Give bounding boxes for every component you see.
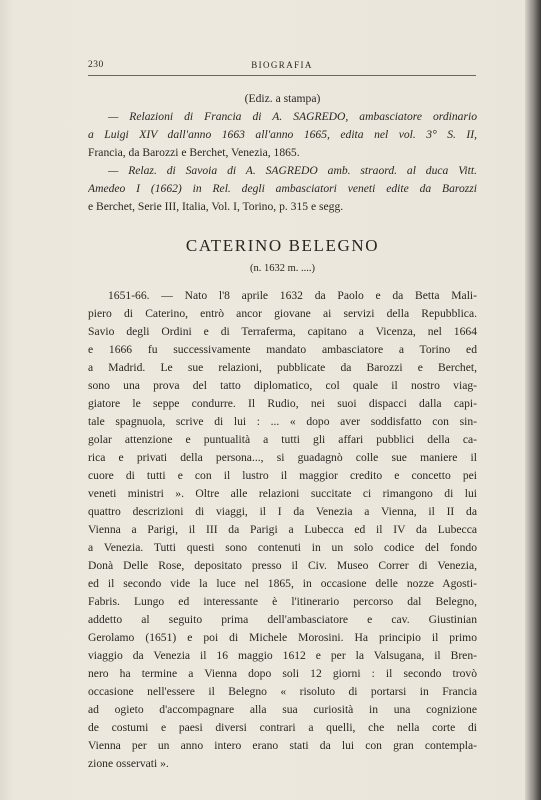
- body-line: giatore le seppe condurre. Il Rudio, nei suoi dispacci dalla capi-: [88, 397, 477, 410]
- body-line: Vienna a Parigi, il III da Parigi a Lubecca ed il IV da Lubecca: [88, 523, 477, 536]
- body-line: Savio degli Ordini e di Terraferma, capitano a Vicenza, nel 1664: [88, 325, 477, 338]
- body-line: nero ha termine a Vienna dopo soli 12 giorni : il secondo trovò: [88, 667, 477, 680]
- edition-note: (Ediz. a stampa): [244, 92, 321, 105]
- body-line: occasione nell'essere il Belegno « risoluto di portarsi in Francia: [88, 685, 477, 698]
- bib-entry-1-line-1: — Relazioni di Francia di A. SAGREDO, ambasciatore ordinario: [108, 110, 477, 123]
- body-line: de costumi e paesi diversi contrari a quelli, che nella corte di: [88, 721, 477, 734]
- book-spine-shadow: [525, 0, 541, 800]
- body-line: piero di Caterino, entrò ancor giovane ai servizi della Repubblica.: [88, 307, 477, 320]
- body-line: Vienna per un anno intero erano stati da lui con gran contempla-: [88, 739, 477, 752]
- body-line: ed il secondo vide la luce nel 1865, in occasione delle nozze Agosti-: [88, 577, 477, 590]
- body-line: tale spagnuola, scrive di lui : ... « dopo aver soddisfatto con sin-: [88, 415, 477, 428]
- bibliography-block: [88, 90, 477, 216]
- body-line: ad ogieto d'accompagnare alla sua curiosità in una cognizione: [88, 703, 477, 716]
- body-line: Gerolamo (1651) e poi di Michele Morosini. Ha principio il primo: [88, 631, 477, 644]
- body-line: golar attenzione e puntualità a tutti gli affari pubblici della ca-: [88, 433, 477, 446]
- body-line: a Venezia. Tutti questi sono contenuti in un solo codice del fondo: [88, 541, 477, 554]
- body-line: Fabris. Lungo ed interessante è l'itinerario percorso dal Belegno,: [88, 595, 477, 608]
- body-line: Donà Delle Rose, depositato presso il Civ. Museo Correr di Venezia,: [88, 559, 477, 572]
- bib-entry-1-line-3: Francia, da Barozzi e Berchet, Venezia, 1865.: [88, 146, 300, 159]
- bib-entry-2-line-2: Amedeo I (1662) in Rel. degli ambasciatori veneti edite da Barozzi: [88, 182, 477, 195]
- section-dates: (n. 1632 m. ....): [249, 263, 316, 274]
- body-line: viaggio da Venezia il 16 maggio 1612 e per la Valsugana, il Bren-: [88, 649, 477, 662]
- body-line: quattro descrizioni di viaggi, il I da Venezia a Vienna, il II da: [88, 505, 477, 518]
- body-text: [88, 287, 477, 773]
- body-line: a Madrid. Le sue relazioni, pubblicate da Barozzi e Berchet,: [88, 361, 477, 374]
- body-line: cuore di tutti e con il lustro il maggior credito e concetto pei: [88, 469, 477, 482]
- body-line: addetto al seguito prima dell'ambasciatore e cav. Giustinian: [88, 613, 477, 626]
- body-line: e 1666 fu successivamente mandato ambasciatore a Torino ed: [88, 343, 477, 356]
- body-line: veneti ministri ». Oltre alle relazioni succitate ci rimangono di lui: [88, 487, 477, 500]
- section-title: CATERINO BELEGNO: [185, 236, 380, 255]
- body-line: zione osservati ».: [88, 757, 169, 770]
- body-line: rica e privati della persona..., si guadagnò colle sue maniere il: [88, 451, 477, 464]
- page-number: 230: [88, 60, 104, 70]
- bib-entry-2-line-1: — Relaz. di Savoia di A. SAGREDO amb. straord. al duca Vitt.: [108, 164, 477, 177]
- page-header: [88, 60, 476, 76]
- body-line: sono una prova del tatto diplomatico, col quale il nostro viag-: [88, 379, 477, 392]
- bib-entry-1-line-2: a Luigi XIV dall'anno 1663 all'anno 1665, edita nel vol. 3° S. II,: [88, 128, 477, 141]
- running-head: BIOGRAFIA: [251, 60, 313, 70]
- bib-entry-2-line-3: e Berchet, Serie III, Italia, Vol. I, Torino, p. 315 e segg.: [88, 200, 344, 213]
- body-line: 1651-66. — Nato l'8 aprile 1632 da Paolo e da Betta Mali-: [108, 289, 477, 302]
